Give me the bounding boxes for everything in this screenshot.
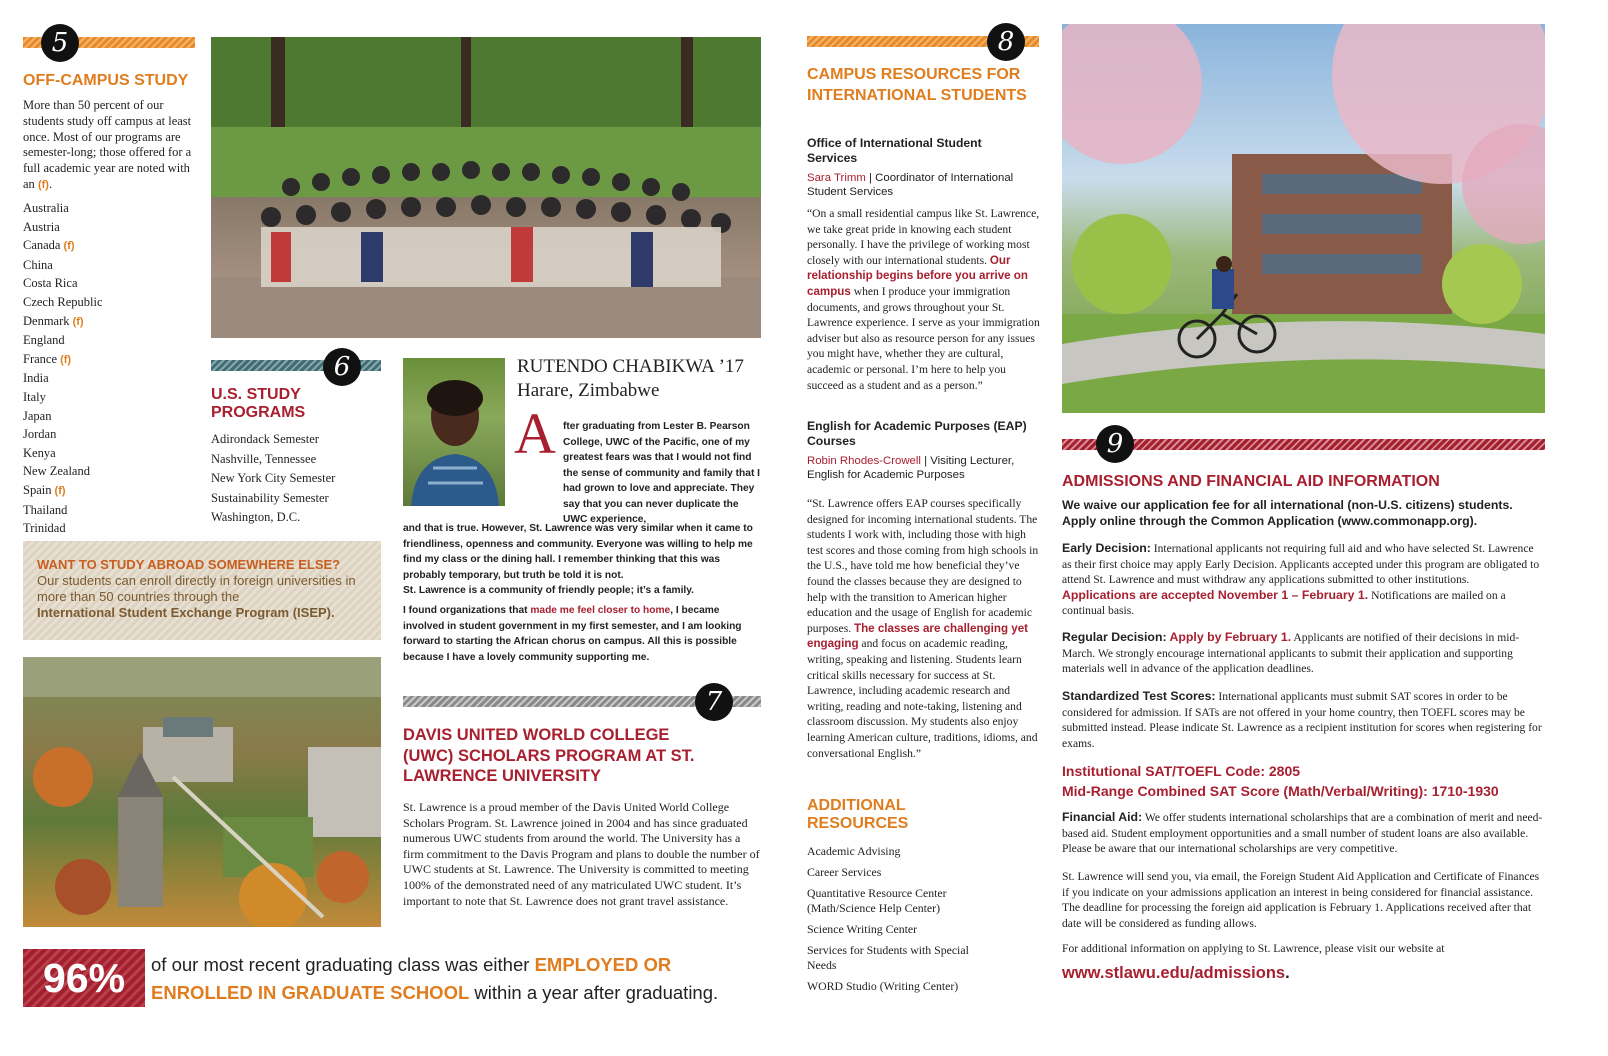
section-title: U.S. STUDY PROGRAMS (211, 386, 306, 422)
section-number-badge: 6 (323, 348, 361, 386)
campus-aerial-photo (23, 657, 381, 927)
sat-range: Mid-Range Combined SAT Score (Math/Verbal/Writing): 1710-1930 (1062, 783, 1499, 799)
stat-value: 96% (23, 949, 145, 1007)
office-contact: Sara Trimm | Coordinator of International Student Services (807, 172, 1014, 198)
eap-title: English for Academic Purposes (EAP) Courses (807, 419, 1027, 448)
sat-code: Institutional SAT/TOEFL Code: 2805 (1062, 763, 1301, 779)
country-item: Canada (f) (23, 238, 75, 253)
callout-title: WANT TO STUDY ABROAD SOMEWHERE ELSE? (37, 557, 341, 572)
eap-quote: “St. Lawrence offers EAP courses specifically designed for incoming international students. The students I work with, including those with high test scores and those coming from high schools in the U.S., have told me how beneficial they’ve found the classes because they are designed to help with the transition to American higher education and the usage of English for academic purposes. The classes are challenging yet engaging and focus on academic reading, writing, speaking and listening. Students learn critical skills necessary for success at St. Lawrence, including academic research and writing, reading and note-taking, listening and classroom discussion. My students also enjoy learning American culture, traditions, idioms, and conversational English.” (807, 497, 1039, 760)
admissions-link[interactable]: www.stlawu.edu/admissions. (1062, 964, 1290, 982)
section-number-badge: 7 (695, 683, 733, 721)
country-item: Trinidad (23, 521, 66, 536)
country-item: New Zealand (23, 464, 90, 479)
country-item: England (23, 333, 65, 348)
profile-photo (403, 358, 505, 506)
eap-contact: Robin Rhodes-Crowell | Visiting Lecturer, English for Academic Purposes (807, 455, 1015, 481)
profile-quote-start: fter graduating from Lester B. Pearson College, UWC of the Pacific, one of my greatest fears was that I would not find the sense of community and family that I had grown to love and appreciate. They say that you can never duplicate the UWC experience, (563, 421, 760, 525)
country-item: Japan (23, 408, 52, 423)
program-list (211, 430, 381, 528)
uwc-description: St. Lawrence is a proud member of the Davis United World College Scholars Program. St. Lawrence joined in 2004 and has since graduated numerous UWC students from around the world. The University has a firm commitment to the Davis Program and plans to double the number of UWC students at St. Lawrence. The University is committed to meeting 100% of the demonstrated need of any matriculated UWC student. It’s important to note that St. Lawrence does not grant travel assistance. (403, 800, 760, 908)
resource-list (807, 844, 1040, 1000)
country-item: Austria (23, 219, 60, 234)
section-intro: More than 50 percent of our students study off campus at least once. Most of our programs are semester-long; those offered for a full academic year are noted with an (f). (23, 98, 192, 191)
country-item: Czech Republic (23, 294, 103, 309)
country-item: Jordan (23, 427, 57, 442)
country-item: Denmark (f) (23, 313, 84, 328)
resource-item: Academic Advising (807, 844, 901, 858)
country-item: Australia (23, 201, 69, 215)
more-info: For additional information on applying to St. Lawrence, please visit our website at (1062, 942, 1445, 955)
section-number-badge: 5 (41, 24, 79, 62)
additional-resources-title: ADDITIONAL RESOURCES (807, 797, 909, 832)
office-title: Office of International Student Services (807, 136, 982, 165)
profile-name: RUTENDO CHABIKWA ’17 (517, 356, 744, 377)
program-item: Adirondack Semester (211, 432, 319, 446)
section-number-badge: 9 (1096, 425, 1134, 463)
country-item: China (23, 257, 53, 272)
country-item: Thailand (23, 502, 68, 517)
drop-cap: A (514, 401, 556, 466)
resource-item: Services for Students with Special Needs (807, 943, 969, 972)
office-quote: “On a small residential campus like St. Lawrence, we take great pride in knowing each student personally. I have the privilege of working most closely with our international students. Our relationship begins before you arrive on campus when I produce your immigration documents, and grows throughout your St. Lawrence experience. I serve as your immigration adviser but also as resource person for any issues you might have, whether they are cultural, academic or personal. I’m here to help you succeed as a student and as a person.” (807, 207, 1040, 392)
section-title: OFF-CAMPUS STUDY (23, 72, 189, 89)
aid-forms: St. Lawrence will send you, via email, the Foreign Student Aid Application and Certificate of Finances if you indicate on your admissions application an interest in being considered for financial assistance. The deadline for processing the foreign aid application is February 1. Applications received after that date will be considered as funding allows. (1062, 870, 1540, 930)
resource-item: Career Services (807, 865, 882, 879)
resource-item: Quantitative Resource Center (Math/Science Help Center) (807, 886, 947, 915)
country-item: India (23, 371, 49, 386)
early-decision: Early Decision: International applicants not requiring full aid and who have selected St. Lawrence as their first choice may apply Early Decision. Applicants accepted under this program are obligated to attend St. Lawrence and must withdraw any applications submitted to other institutions. Applications are accepted November 1 – February 1. Notifications are mailed on a continual basis. (1062, 541, 1540, 617)
program-item: Nashville, Tennessee (211, 451, 317, 466)
country-item: France (f) (23, 351, 72, 366)
section-title: DAVIS UNITED WORLD COLLEGE (UWC) SCHOLARS PROGRAM AT ST. LAWRENCE UNIVERSITY (403, 726, 695, 785)
program-item: Washington, D.C. (211, 510, 301, 524)
section-number-badge: 8 (987, 23, 1025, 61)
program-item: New York City Semester (211, 471, 336, 485)
country-item: Kenya (23, 445, 56, 460)
profile-quote-second: I found organizations that made me feel closer to home, I became involved in student government in my first semester, and I am looking forward to starting the African chorus on campus. All this is possible because I have a lovely community supporting me. (403, 605, 742, 663)
regular-decision: Regular Decision: Apply by February 1. Applicants are notified of their decisions in mid-March. We strongly encourage international applicants to submit their application and supporting materials well in advance of the application deadlines. (1062, 630, 1520, 675)
financial-aid: Financial Aid: We offer students international scholarships that are a combination of merit and need-based aid. Student employment opportunities and a small number of student loans are also available. Please be aware that our international scholarships are very competitive. (1062, 810, 1543, 855)
section-title: ADMISSIONS AND FINANCIAL AID INFORMATION (1062, 473, 1440, 490)
program-item: Sustainability Semester (211, 490, 329, 505)
resource-item: Science Writing Center (807, 922, 918, 936)
country-item: Spain (f) (23, 482, 66, 497)
resource-item: WORD Studio (Writing Center) (807, 979, 959, 993)
test-scores: Standardized Test Scores: International applicants must submit SAT scores in order to be considered for admission. If SATs are not offered in your home country, then TOEFL scores may be submitted instead. Please indicate St. Lawrence as a recipient institution for scores when registering for exams. (1062, 689, 1542, 750)
country-item: Costa Rica (23, 276, 78, 291)
section-title: CAMPUS RESOURCES FOR INTERNATIONAL STUDENTS (807, 66, 1027, 104)
country-item: Italy (23, 389, 46, 404)
callout-text: Our students can enroll directly in foreign universities in more than 50 countries through the (37, 573, 356, 604)
profile-hometown: Harare, Zimbabwe (517, 380, 660, 401)
section-divider (1062, 439, 1545, 450)
country-list (23, 199, 193, 538)
group-photo (211, 37, 761, 338)
callout-program: International Student Exchange Program (ISEP). (37, 605, 335, 620)
stat-description: of our most recent graduating class was either EMPLOYED OR ENROLLED IN GRADUATE SCHOOL within a year after graduating. (151, 954, 719, 1003)
admissions-lead: We waive our application fee for all international (non-U.S. citizens) students. Apply online through the Common Application (www.commonapp.org). (1062, 498, 1513, 528)
campus-bike-photo (1062, 24, 1545, 413)
profile-quote-continued: and that is true. However, St. Lawrence was very similar when it came to friendliness, openness and community. Everyone was willing to help me find my class or the dining hall. I remember thinking that this was probably temporary, but truth be told it is not. St. Lawrence is a community of friendly people; it’s a family. (403, 523, 753, 596)
study-abroad-callout (23, 541, 381, 640)
